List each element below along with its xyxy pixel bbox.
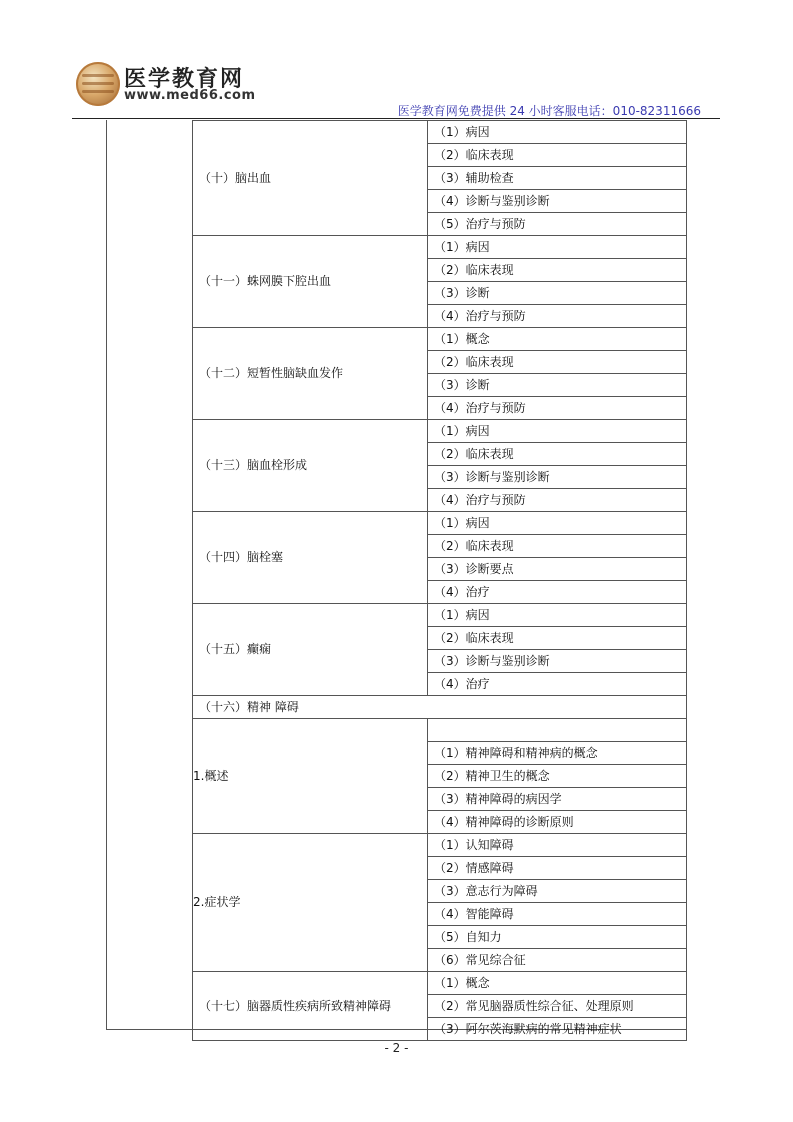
sub-item: （3）辅助检查: [428, 167, 687, 190]
page-header: [0, 0, 793, 120]
table-row: [193, 236, 687, 259]
table-row: [193, 696, 687, 719]
sub-item: （5）治疗与预防: [428, 213, 687, 236]
sub-item: （1）认知障碍: [428, 834, 687, 857]
section-title: （十七）脑器质性疾病所致精神障碍: [193, 972, 428, 1041]
sub-item: （2）精神卫生的概念: [428, 765, 687, 788]
service-hotline: 医学教育网免费提供 24 小时客服电话：010-82311666: [397, 104, 701, 118]
section-title: （十五）癫痫: [193, 604, 428, 696]
sub-item: （3）意志行为障碍: [428, 880, 687, 903]
sub-item: （3）诊断: [428, 282, 687, 305]
section-title: 2.症状学: [193, 834, 428, 972]
section-title: （十六）精神 障碍: [193, 696, 687, 719]
sub-item: （1）概念: [428, 328, 687, 351]
sub-item: （1）病因: [428, 604, 687, 627]
section-title: 1.概述: [193, 719, 428, 834]
sub-item: （4）精神障碍的诊断原则: [428, 811, 687, 834]
sub-item: （2）临床表现: [428, 259, 687, 282]
sub-item: （3）精神障碍的病因学: [428, 788, 687, 811]
sub-item: （3）诊断: [428, 374, 687, 397]
sub-item: （2）临床表现: [428, 443, 687, 466]
sub-item: （1）病因: [428, 236, 687, 259]
section-title: （十四）脑栓塞: [193, 512, 428, 604]
section-title: （十二）短暂性脑缺血发作: [193, 328, 428, 420]
sub-item: （3）诊断与鉴别诊断: [428, 466, 687, 489]
sub-item: （3）阿尔茨海默病的常见精神症状: [428, 1018, 687, 1041]
table-row: [193, 328, 687, 351]
table-row: [193, 719, 687, 742]
logo-title: 医学教育网: [124, 66, 245, 92]
sub-item: （4）智能障碍: [428, 903, 687, 926]
section-title: （十三）脑血栓形成: [193, 420, 428, 512]
sub-item: （2）临床表现: [428, 351, 687, 374]
table-row: [193, 420, 687, 443]
section-title: （十一）蛛网膜下腔出血: [193, 236, 428, 328]
sub-item: （4）治疗与预防: [428, 305, 687, 328]
sub-item: （1）概念: [428, 972, 687, 995]
sub-item: [428, 719, 687, 742]
sub-item: （1）病因: [428, 512, 687, 535]
table-row: [193, 972, 687, 995]
header-divider: [72, 118, 720, 119]
sub-item: （2）常见脑器质性综合征、处理原则: [428, 995, 687, 1018]
sub-item: （4）治疗与预防: [428, 397, 687, 420]
logo-url: www.med66.com: [124, 88, 256, 103]
logo-emblem-icon: [76, 62, 120, 106]
sub-item: （2）临床表现: [428, 535, 687, 558]
sub-item: （6）常见综合征: [428, 949, 687, 972]
table-row: [193, 121, 687, 144]
table-row: [193, 834, 687, 857]
page-number: - 2 -: [384, 1041, 409, 1055]
sub-item: （4）治疗: [428, 673, 687, 696]
syllabus-table: [192, 120, 687, 1041]
sub-item: （4）诊断与鉴别诊断: [428, 190, 687, 213]
sub-item: （4）治疗与预防: [428, 489, 687, 512]
sub-item: （4）治疗: [428, 581, 687, 604]
sub-item: （1）病因: [428, 121, 687, 144]
sub-item: （2）临床表现: [428, 144, 687, 167]
sub-item: （1）精神障碍和精神病的概念: [428, 742, 687, 765]
section-title: （十）脑出血: [193, 121, 428, 236]
sub-item: （2）情感障碍: [428, 857, 687, 880]
sub-item: （3）诊断要点: [428, 558, 687, 581]
sub-item: （5）自知力: [428, 926, 687, 949]
table-row: [193, 512, 687, 535]
sub-item: （1）病因: [428, 420, 687, 443]
table-row: [193, 604, 687, 627]
sub-item: （2）临床表现: [428, 627, 687, 650]
med66-logo: [76, 62, 256, 106]
sub-item: （3）诊断与鉴别诊断: [428, 650, 687, 673]
